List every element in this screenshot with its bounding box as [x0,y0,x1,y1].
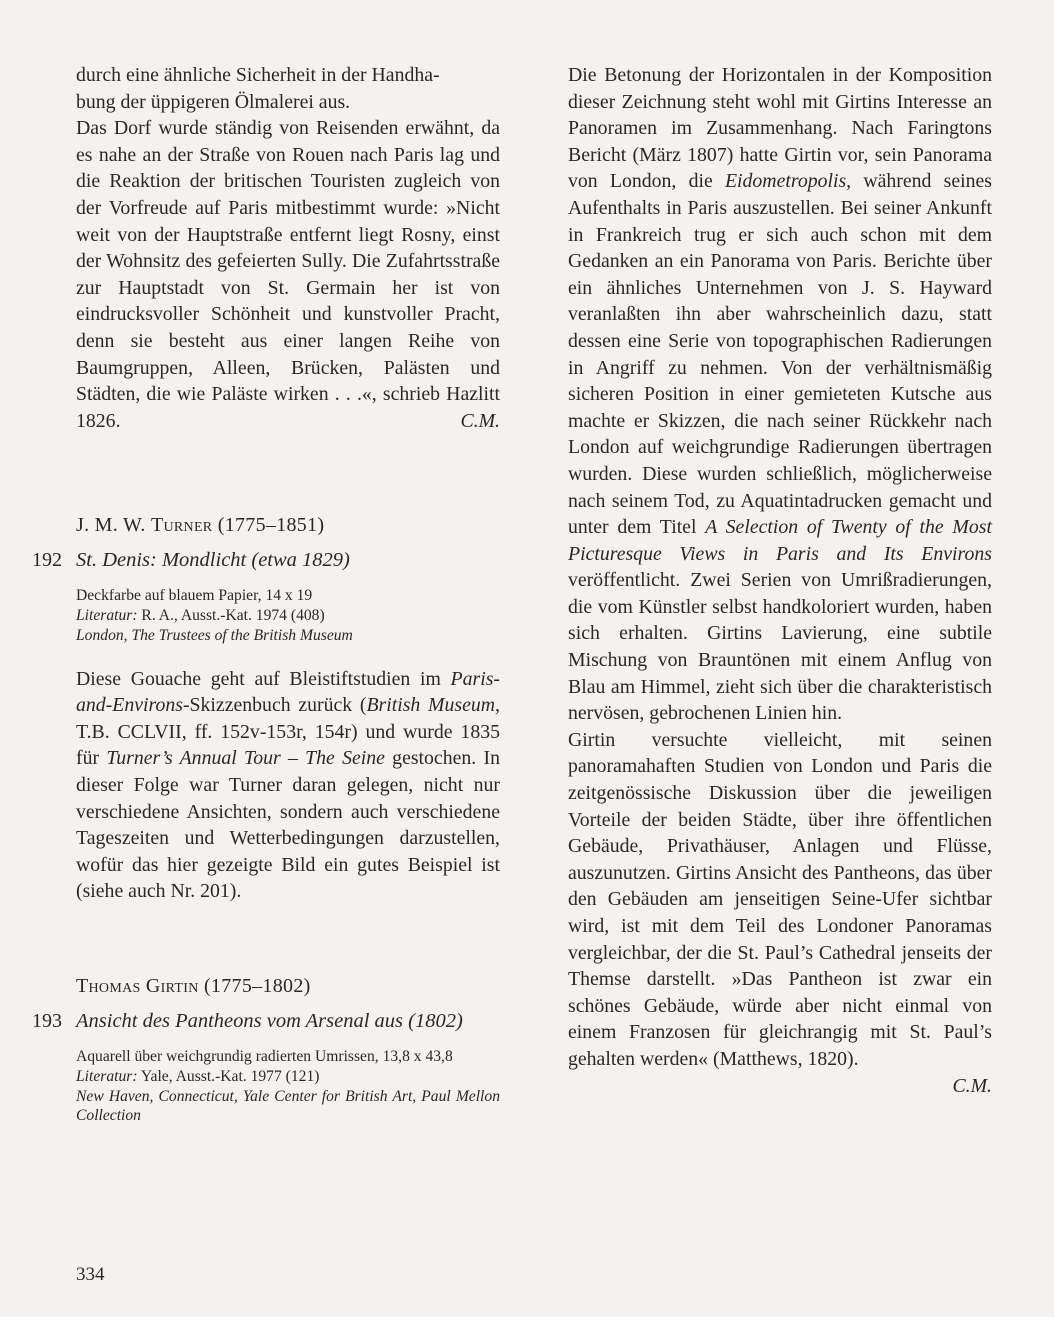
artist-dates: (1775–1851) [217,514,325,537]
artwork-meta [76,586,500,645]
artwork-title: Ansicht des Pantheons vom Arsenal aus (1802) [76,1010,463,1033]
artwork-collection: London, The Trustees of the British Museum [76,626,353,644]
entry-text-part: gestochen. In dieser Folge war Turner daran gelegen, nicht nur verschiedene Ansichten, sondern auch verschiedene Tageszeiten und Wetterbedingungen darzustellen, wofür das hier gezeigte Bild ein gutes Beispiel ist (siehe auch Nr. 201). [76,747,500,903]
paragraph-part: während seines Aufenthalts in Paris auszustellen. Bei seiner Ankunft in Frankreich trug er sich auch schon mit dem Gedanken an ein Panorama von Paris. Berichte über ein ähnliches Unternehmen von J. S. Hayward veranlaßten ihn aber wahrscheinlich dazu, statt dessen eine Serie von topographischen Radierungen in Angriff zu nehmen. Von der verhältnismäßig sicheren Position in einer gemieteten Kutsche aus machte er Skizzen, die nach seiner Rückkehr nach London auf weichgrundige Radierungen übertragen wurden. Diese wurden schließlich, möglicherweise nach seinem Tod, zu Aquatintadrucken gemacht und unter dem Titel [568,170,992,539]
author-signature: C.M. [460,409,500,432]
author-signature: C.M. [952,1074,992,1097]
left-column [32,62,500,1126]
artist-heading [76,514,500,537]
girtin-paragraph-2: Girtin versuchte vielleicht, mit seinen panoramahaften Studien von London und Paris die zeitgenössische Diskussion über die jeweiligen Vorteile der beiden Städte, über ihre öffentlichen Gebäude, Privathäuser, Anlagen und Flüsse, auszunutzen. Girtins Ansicht des Pantheons, das über den Gebäuden am jenseitigen Seine-Ufer sichtbar wird, ist mit dem Teil des Londoner Panoramas vergleichbar, der die St. Paul’s Cathedral jenseits der Themse darstellt. »Das Pantheon ist zwar ein schönes Gebäude, würde aber nicht einmal von einem Franzosen für gleichrangig mit St. Paul’s gehalten werden« (Matthews, 1820). [568,728,992,1070]
entry-192-text [76,666,500,905]
paragraph-part: veröffentlicht. Zwei Serien von Umrißradierungen, die vom Künstler selbst handkoloriert wurden, haben sich erhalten. Girtins Lavierung, eine subtile Mischung von Brauntönen mit einem Anflug von Blau am Himmel, zieht sich über die charakteristisch nervösen, gebrochenen Linien hin. [568,569,992,725]
artwork-literature [76,1067,500,1087]
artwork-medium: Deckfarbe auf blauem Papier, 14 x 19 [76,587,313,605]
entry-text-italic: Paris-and-Environs [76,667,500,717]
artwork-literature [76,606,500,626]
literature-ref: Yale, Ausst.-Kat. 1977 (121) [140,1067,320,1085]
artwork-medium: Aquarell über weichgrundig radierten Umrissen, 13,8 x 43,8 [76,1048,453,1066]
artist-firstname: Thomas [76,975,141,998]
entry-text-italic: British Museum, [366,694,500,717]
artist-heading [76,975,500,998]
right-column [568,62,992,1099]
artist-dates: (1775–1802) [203,975,311,998]
paragraph-part: Die Betonung der Horizontalen in der Komposition dieser Zeichnung steht wohl mit Girtins Interesse an Panoramen im Zusammenhang. Nach Faringtons Bericht (März 1807) hatte Girtin vor, sein Panorama von London, die [568,64,992,193]
paragraph-italic: Eidometropolis, [724,170,852,193]
rosny-paragraph-text: Das Dorf wurde ständig von Reisenden erwähnt, da es nahe an der Straße von Rouen nach Paris lag und die Reaktion der britischen Touristen zugleich von der Vorfreude auf Paris mitbestimmt wurde: »Nicht weit von der Hauptstraße entfernt liegt Rosny, einst der Wohnsitz des gefeierten Sully. Die Zufahrtsstraße zur Hauptstadt von St. Germain her ist von eindrucksvoller Schönheit und kunstvoller Pracht, denn sie besteht aus einer langen Reihe von Baumgruppen, Alleen, Brücken, Palästen und Städten, die wie Paläste wirken . . .«, schrieb Hazlitt 1826. [76,117,500,432]
catalog-number: 192 [32,549,62,572]
entry-text-part: T.B. CCLVII, ff. 152v-153r, 154r) und wurde 1835 für [76,720,500,770]
continuation-line: bung der üppigeren Ölmalerei aus. [76,90,351,113]
artwork-collection: New Haven, Connecticut, Yale Center for British Art, Paul Mellon Collection [76,1087,500,1125]
artwork-meta [76,1047,500,1126]
literature-label: Literatur: [76,1067,138,1085]
artwork-title: St. Denis: Mondlicht (etwa 1829) [76,549,350,572]
literature-ref: R. A., Ausst.-Kat. 1974 (408) [141,607,325,625]
artist-initials: J. M. W. [76,514,146,537]
catalog-number: 193 [32,1010,62,1033]
entry-text-italic: Turner’s Annual Tour – The Seine [106,747,385,770]
page-number: 334 [76,1264,105,1285]
artist-surname: Girtin [145,975,199,998]
artist-surname: Turner [150,514,213,537]
entry-text-part: Diese Gouache geht auf Bleistiftstudien im [76,667,451,690]
entry-title-row [32,549,500,572]
entry-title-row [32,1010,500,1033]
left-continuation-text [76,62,500,115]
entry-192 [32,514,500,905]
literature-label: Literatur: [76,607,138,625]
entry-193 [32,975,500,1126]
entry-text-part: -Skizzenbuch zurück ( [182,694,367,717]
rosny-paragraph [76,115,500,434]
girtin-paragraph-1 [568,62,992,727]
paragraph-italic: A Selection of Twenty of the Most Picturesque Views in Paris and Its Environs [568,516,992,565]
continuation-line: durch eine ähnliche Sicherheit in der Handha- [76,64,440,86]
